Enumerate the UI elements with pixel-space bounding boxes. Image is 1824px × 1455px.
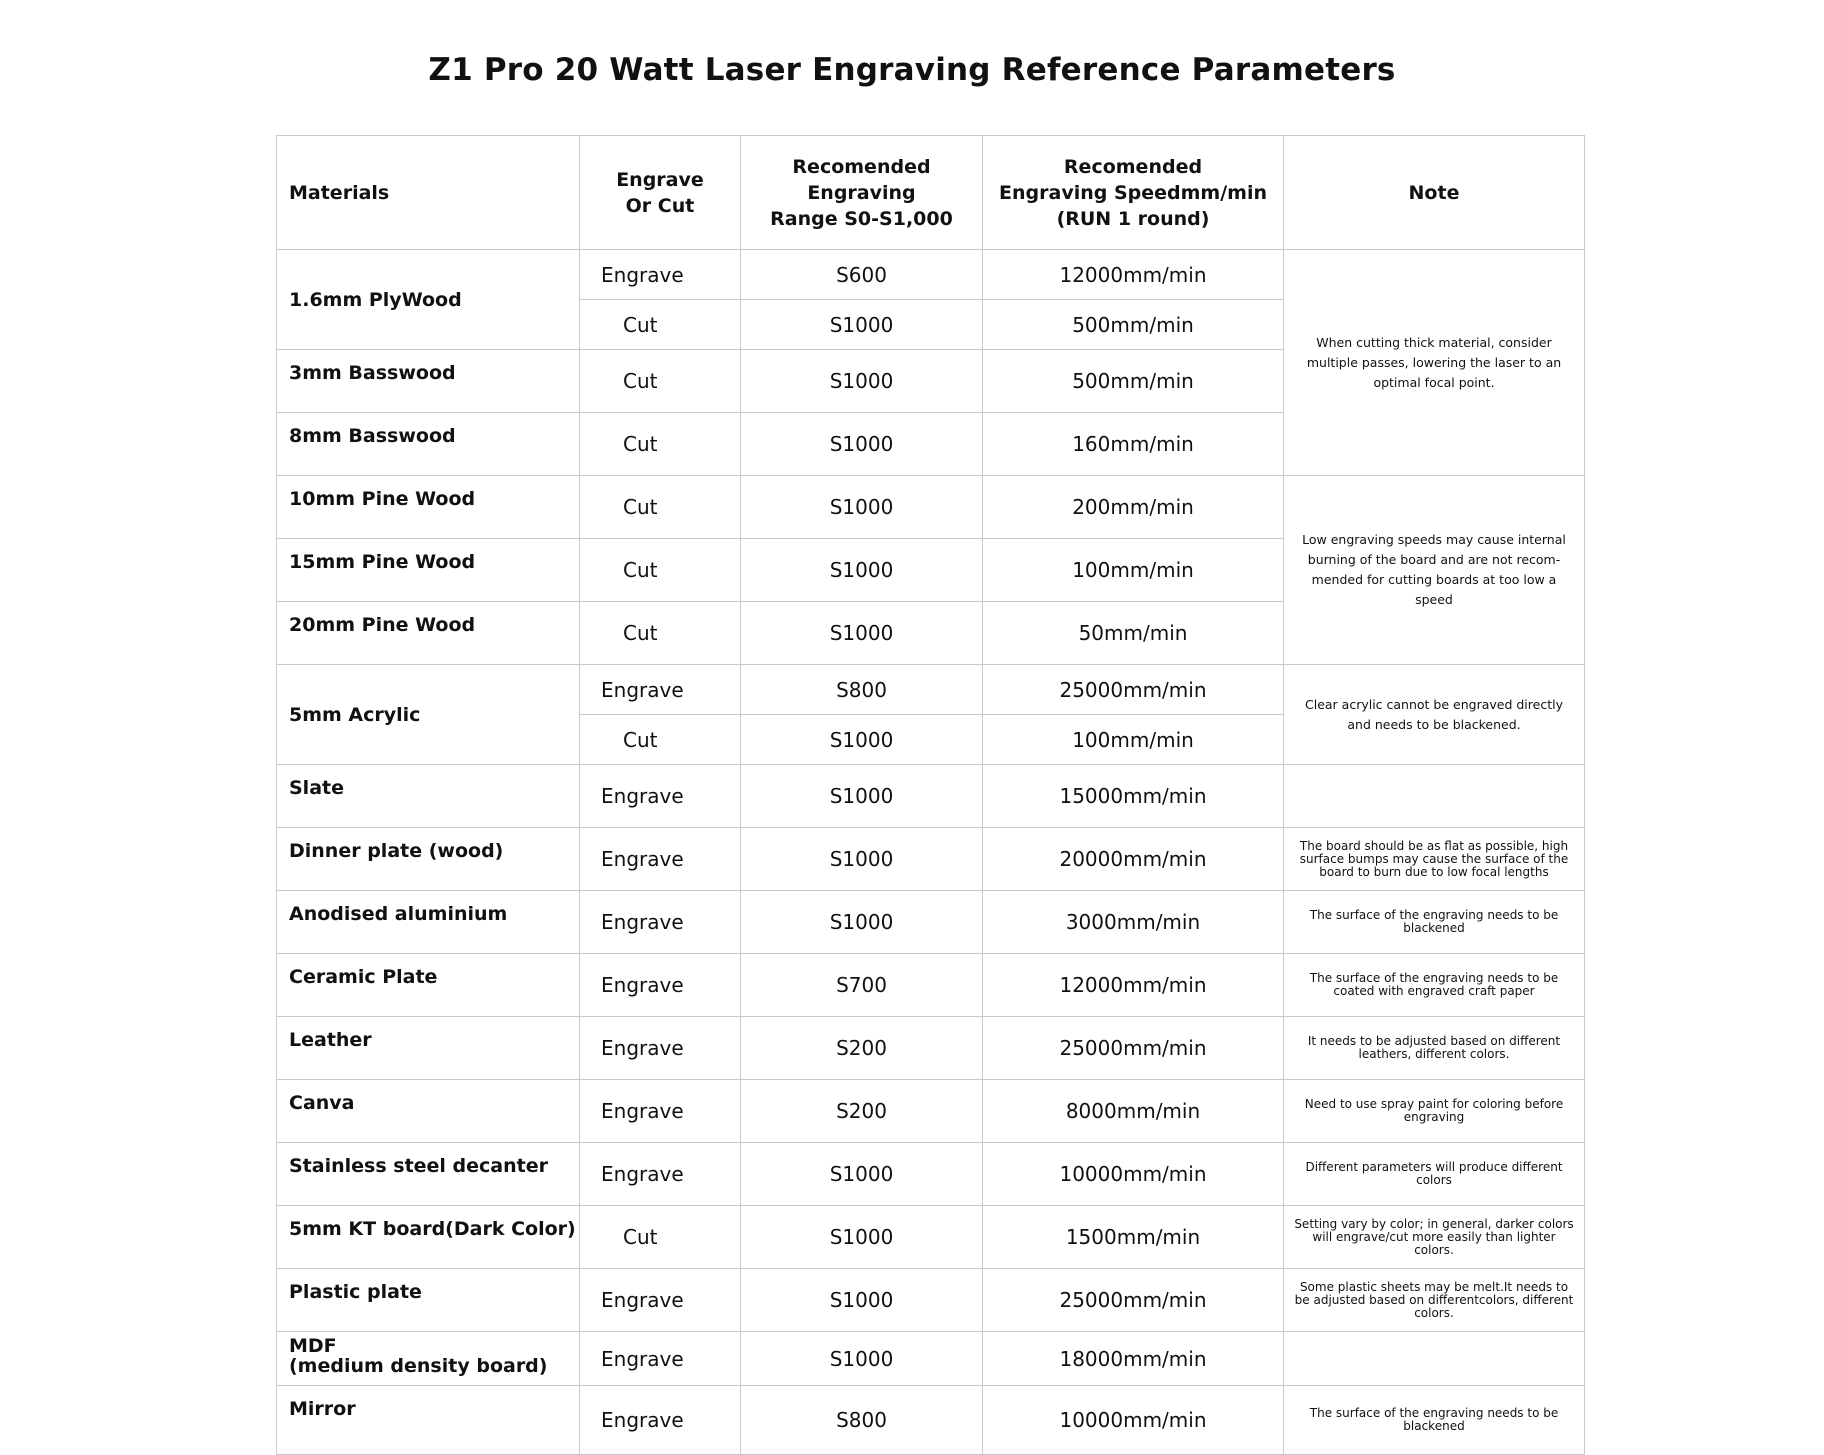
note-cell: Different parameters will produce different colors [1284,1143,1585,1206]
header-row [277,136,1585,250]
table-row [277,476,1585,539]
mode-cell: Engrave [580,1269,741,1332]
power-cell: S600 [741,250,983,300]
table-row [277,665,1585,715]
table-row [277,1332,1585,1386]
table-row [277,954,1585,1017]
speed-cell: 20000mm/min [983,828,1284,891]
power-cell: S1000 [741,1269,983,1332]
material-cell: 8mm Basswood [277,413,580,476]
table-row [277,1269,1585,1332]
header-materials: Materials [277,136,580,250]
note-cell: When cutting thick material, consider multiple passes, lowering the laser to an optimal focal point. [1284,250,1585,476]
power-cell: S1000 [741,539,983,602]
mode-cell: Engrave [580,1143,741,1206]
material-cell: Mirror [277,1386,580,1455]
material-cell: Anodised aluminium [277,891,580,954]
material-cell: Slate [277,765,580,828]
mode-cell: Engrave [580,1017,741,1080]
note-cell: The surface of the engraving needs to be blackened [1284,891,1585,954]
power-cell: S200 [741,1017,983,1080]
speed-cell: 100mm/min [983,539,1284,602]
power-cell: S1000 [741,828,983,891]
power-cell: S1000 [741,300,983,350]
header-note: Note [1284,136,1585,250]
mode-cell: Cut [580,476,741,539]
header-mode: Engrave Or Cut [580,136,741,250]
material-cell: Stainless steel decanter [277,1143,580,1206]
page-title: Z1 Pro 20 Watt Laser Engraving Reference Parameters [428,52,1396,88]
speed-cell: 25000mm/min [983,1269,1284,1332]
power-cell: S1000 [741,1332,983,1386]
mode-cell: Cut [580,300,741,350]
note-cell: Low engraving speeds may cause internal burning of the board and are not recom-mended for cutting boards at too low a speed [1284,476,1585,665]
table-row [277,1017,1585,1080]
table-row [277,828,1585,891]
speed-cell: 8000mm/min [983,1080,1284,1143]
material-cell: Plastic plate [277,1269,580,1332]
note-cell: It needs to be adjusted based on different leathers, different colors. [1284,1017,1585,1080]
power-cell: S1000 [741,891,983,954]
material-cell: Dinner plate (wood) [277,828,580,891]
material-cell: Ceramic Plate [277,954,580,1017]
speed-cell: 160mm/min [983,413,1284,476]
power-cell: S700 [741,954,983,1017]
speed-cell: 25000mm/min [983,665,1284,715]
speed-cell: 15000mm/min [983,765,1284,828]
speed-cell: 12000mm/min [983,250,1284,300]
mode-cell: Engrave [580,1386,741,1455]
power-cell: S200 [741,1080,983,1143]
table-row [277,1080,1585,1143]
table-row [277,250,1585,300]
header-speed: Recomended Engraving Speedmm/min (RUN 1 round) [983,136,1284,250]
note-cell: Clear acrylic cannot be engraved directly and needs to be blackened. [1284,665,1585,765]
mode-cell: Engrave [580,828,741,891]
speed-cell: 12000mm/min [983,954,1284,1017]
mode-cell: Cut [580,539,741,602]
speed-cell: 50mm/min [983,602,1284,665]
mode-cell: Engrave [580,665,741,715]
table-row [277,891,1585,954]
mode-cell: Engrave [580,1332,741,1386]
power-cell: S800 [741,1386,983,1455]
speed-cell: 25000mm/min [983,1017,1284,1080]
mode-cell: Engrave [580,891,741,954]
mode-cell: Engrave [580,1080,741,1143]
material-cell: 3mm Basswood [277,350,580,413]
power-cell: S1000 [741,602,983,665]
power-cell: S1000 [741,1143,983,1206]
mode-cell: Engrave [580,250,741,300]
material-cell: 5mm Acrylic [277,665,580,765]
material-cell: 1.6mm PlyWood [277,250,580,350]
power-cell: S1000 [741,350,983,413]
header-range: Recomended Engraving Range S0-S1,000 [741,136,983,250]
speed-cell: 1500mm/min [983,1206,1284,1269]
power-cell: S1000 [741,476,983,539]
material-cell: 10mm Pine Wood [277,476,580,539]
note-cell [1284,765,1585,828]
parameters-table [276,135,1585,1455]
material-cell: 15mm Pine Wood [277,539,580,602]
note-cell: The surface of the engraving needs to be blackened [1284,1386,1585,1455]
table-row [277,1386,1585,1455]
material-cell: Canva [277,1080,580,1143]
note-cell: Setting vary by color; in general, darker colors will engrave/cut more easily than lighter colors. [1284,1206,1585,1269]
material-cell: 5mm KT board(Dark Color) [277,1206,580,1269]
material-cell: MDF (medium density board) [277,1332,580,1386]
table-row [277,1206,1585,1269]
power-cell: S1000 [741,765,983,828]
power-cell: S1000 [741,715,983,765]
power-cell: S800 [741,665,983,715]
speed-cell: 10000mm/min [983,1386,1284,1455]
note-cell [1284,1332,1585,1386]
table-row [277,1143,1585,1206]
mode-cell: Cut [580,413,741,476]
mode-cell: Cut [580,602,741,665]
speed-cell: 100mm/min [983,715,1284,765]
mode-cell: Engrave [580,765,741,828]
mode-cell: Engrave [580,954,741,1017]
mode-cell: Cut [580,1206,741,1269]
speed-cell: 18000mm/min [983,1332,1284,1386]
mode-cell: Cut [580,350,741,413]
speed-cell: 10000mm/min [983,1143,1284,1206]
material-cell: 20mm Pine Wood [277,602,580,665]
power-cell: S1000 [741,1206,983,1269]
note-cell: Some plastic sheets may be melt.It needs to be adjusted based on differentcolors, different colors. [1284,1269,1585,1332]
speed-cell: 500mm/min [983,350,1284,413]
speed-cell: 3000mm/min [983,891,1284,954]
note-cell: Need to use spray paint for coloring before engraving [1284,1080,1585,1143]
note-cell: The surface of the engraving needs to be coated with engraved craft paper [1284,954,1585,1017]
speed-cell: 500mm/min [983,300,1284,350]
power-cell: S1000 [741,413,983,476]
material-cell: Leather [277,1017,580,1080]
table-row [277,765,1585,828]
mode-cell: Cut [580,715,741,765]
note-cell: The board should be as flat as possible, high surface bumps may cause the surface of the board to burn due to low focal lengths [1284,828,1585,891]
speed-cell: 200mm/min [983,476,1284,539]
